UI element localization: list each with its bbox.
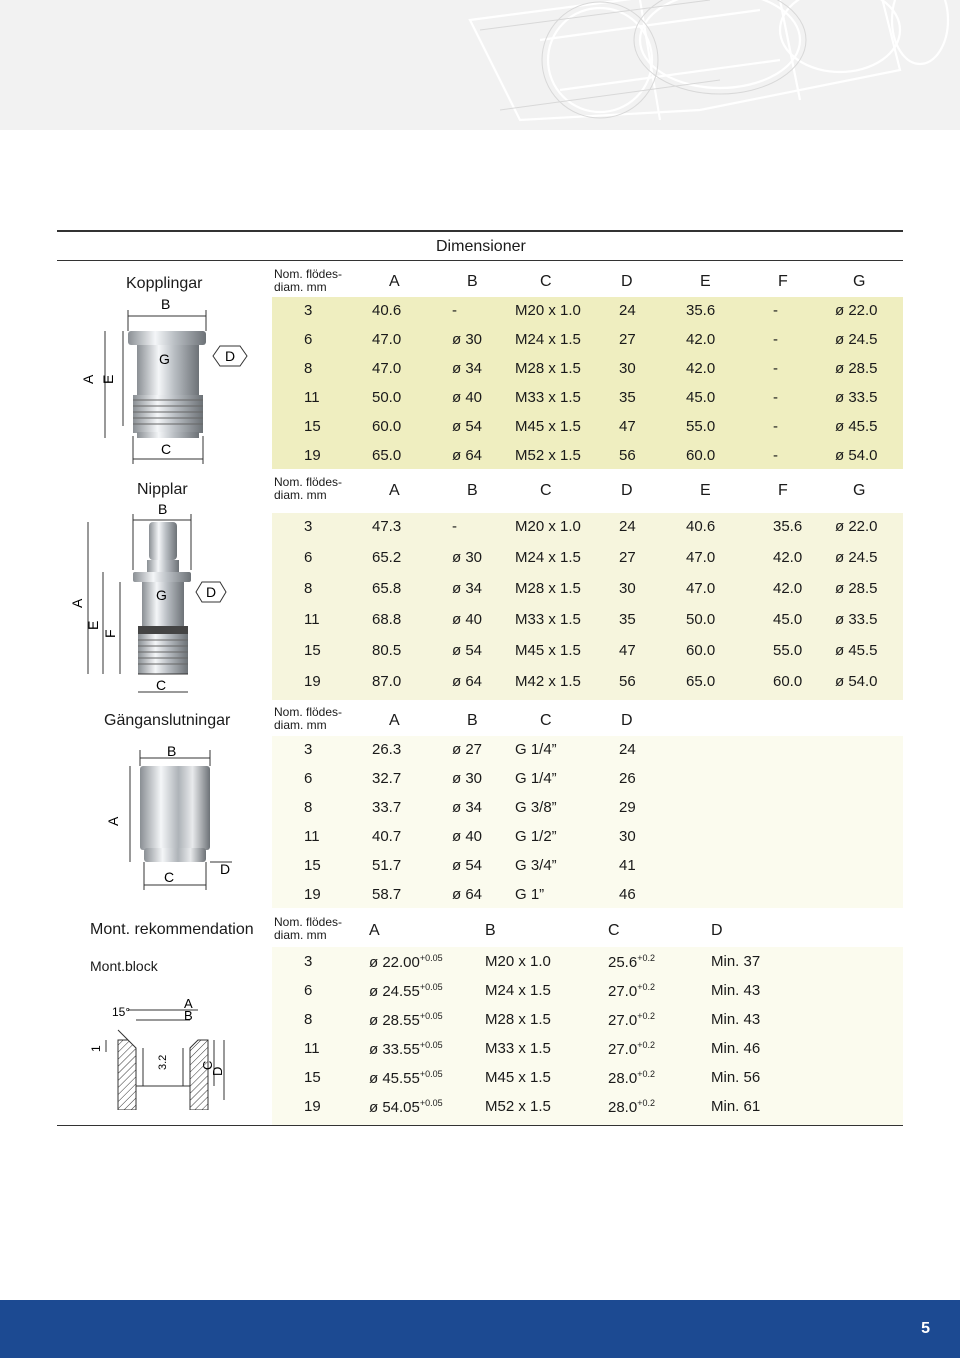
mont-cell-c: [608, 1069, 655, 1087]
kopplingar-col-header: G: [853, 273, 866, 290]
mont-label-one: 1: [89, 1045, 103, 1052]
mont-tolerance-c: +0.2: [637, 1011, 655, 1021]
kopplingar-cell: -: [452, 302, 457, 319]
kopplingar-col-header: E: [700, 273, 711, 290]
kopplingar-cell: 42.0: [686, 360, 716, 377]
mont-col-header: D: [711, 922, 723, 939]
kopplingar-col-header: D: [621, 273, 633, 290]
kopplingar-cell: M33 x 1.5: [515, 389, 581, 406]
page-title: Dimensioner: [436, 238, 526, 255]
kopplingar-cell: 27: [619, 331, 636, 348]
kopplingar-cell: ø 54.0: [835, 447, 878, 464]
kopplingar-cell: 35.6: [686, 302, 716, 319]
ganganslutningar-cell: 33.7: [372, 799, 402, 816]
ganganslutningar-cell: G 1/4”: [515, 741, 557, 758]
nipplar-cell: ø 28.5: [835, 580, 878, 597]
ganganslutningar-cell: 41: [619, 857, 636, 874]
kopplingar-col-header: A: [389, 273, 400, 290]
bottom-rule: [57, 1125, 903, 1126]
mont-tolerance-a: +0.05: [419, 982, 443, 992]
ganganslutningar-cell: 51.7: [372, 857, 402, 874]
nipplar-label-g: G: [156, 587, 167, 603]
nipplar-cell: 19: [304, 673, 321, 690]
nipplar-cell: 45.0: [773, 611, 803, 628]
nipplar-cell: 6: [304, 549, 313, 566]
nipplar-cell: 40.6: [686, 518, 716, 535]
mont-label-r: 3.2: [157, 1054, 169, 1070]
mont-value-c: 27.0: [608, 1041, 638, 1058]
kopplingar-cell: 24: [619, 302, 636, 319]
mont-cell-c: [608, 1098, 655, 1116]
top-rule: [57, 230, 903, 232]
ganganslutningar-label-a: A: [105, 816, 121, 826]
ganganslutningar-cell: ø 30: [452, 770, 483, 787]
nipplar-cell: 60.0: [773, 673, 803, 690]
ganganslutningar-cell: G 1/2”: [515, 828, 557, 845]
mont-label-b: B: [184, 1008, 193, 1023]
mont-cell-a: [369, 982, 443, 1000]
nipplar-drawing: [70, 500, 250, 700]
kopplingar-cell: 50.0: [372, 389, 402, 406]
nipplar-cell: M42 x 1.5: [515, 673, 581, 690]
mont-cell-nom: 11: [304, 1040, 320, 1057]
nipplar-figure: [70, 500, 250, 700]
ganganslutningar-cell: 46: [619, 886, 636, 903]
nipplar-cell: 47.0: [686, 549, 716, 566]
nipplar-cell: 35: [619, 611, 636, 628]
nipplar-label-f: F: [102, 629, 118, 638]
mont-cell-nom: 8: [304, 1011, 313, 1028]
mont-cell-c: [608, 982, 655, 1000]
kopplingar-cell: 42.0: [686, 331, 716, 348]
nipplar-col-header: G: [853, 482, 866, 499]
mont-value-c: 25.6: [608, 954, 638, 971]
mont-cell-d: Min. 56: [711, 1069, 761, 1086]
kopplingar-cell: 8: [304, 360, 313, 377]
nipplar-cell: 15: [304, 642, 321, 659]
nipplar-cell: 80.5: [372, 642, 402, 659]
nipplar-cell: ø 40: [452, 611, 483, 628]
ganganslutningar-cell: 32.7: [372, 770, 402, 787]
nipplar-cell: 55.0: [773, 642, 803, 659]
ganganslutningar-cell: 19: [304, 886, 321, 903]
ganganslutningar-cell: 11: [304, 828, 320, 845]
kopplingar-cell: ø 28.5: [835, 360, 878, 377]
kopplingar-cell: 6: [304, 331, 313, 348]
mont-drawing: [88, 990, 238, 1110]
ganganslutningar-cell: 40.7: [372, 828, 402, 845]
mont-cell-d: Min. 37: [711, 953, 761, 970]
nipplar-nom-label: Nom. flödes- diam. mm: [274, 475, 343, 502]
kopplingar-label-e: E: [100, 374, 116, 384]
mont-cell-d: Min. 61: [711, 1098, 761, 1115]
mont-tolerance-a: +0.05: [419, 1011, 443, 1021]
nipplar-cell: 30: [619, 580, 636, 597]
nipplar-label-a: A: [70, 598, 85, 608]
kopplingar-cell: 55.0: [686, 418, 716, 435]
mont-cell-a: [369, 1040, 443, 1058]
nipplar-cell: 3: [304, 518, 313, 535]
nipplar-cell: 68.8: [372, 611, 402, 628]
kopplingar-cell: -: [773, 360, 778, 377]
mont-label-angle: 15°: [112, 1005, 131, 1019]
ganganslutningar-nom-label: Nom. flödes- diam. mm: [274, 705, 343, 732]
kopplingar-cell: M24 x 1.5: [515, 331, 581, 348]
mont-cell-nom: 19: [304, 1098, 321, 1115]
nipplar-col-header: A: [389, 482, 400, 499]
mont-figure: [88, 990, 238, 1110]
mont-value-a: ø 45.55: [369, 1070, 420, 1087]
nipplar-cell: 42.0: [773, 580, 803, 597]
kopplingar-cell: 35: [619, 389, 636, 406]
mont-tolerance-c: +0.2: [637, 953, 655, 963]
nipplar-cell: 47.3: [372, 518, 402, 535]
mont-col-header: C: [608, 922, 620, 939]
ganganslutningar-cell: 15: [304, 857, 321, 874]
nipplar-cell: ø 24.5: [835, 549, 878, 566]
mont-cell-nom: 6: [304, 982, 313, 999]
header-artwork: [0, 0, 960, 130]
mont-cell-b: M24 x 1.5: [485, 982, 551, 999]
kopplingar-title: Kopplingar: [126, 275, 203, 292]
mont-tolerance-c: +0.2: [637, 1098, 655, 1108]
nipplar-cell: -: [452, 518, 457, 535]
nipplar-cell: 42.0: [773, 549, 803, 566]
mont-value-a: ø 22.00: [369, 954, 420, 971]
coupling-line-drawing: [0, 0, 960, 130]
mont-value-a: ø 33.55: [369, 1041, 420, 1058]
nipplar-label-c: C: [156, 677, 167, 693]
nipplar-cell: 35.6: [773, 518, 803, 535]
nipplar-cell: 50.0: [686, 611, 716, 628]
kopplingar-cell: 56: [619, 447, 636, 464]
kopplingar-band: [272, 297, 903, 469]
mont-cell-nom: 15: [304, 1069, 321, 1086]
mont-cell-d: Min. 46: [711, 1040, 761, 1057]
footer-bar: [0, 1300, 960, 1358]
ganganslutningar-col-header: C: [540, 712, 552, 729]
kopplingar-cell: ø 22.0: [835, 302, 878, 319]
nipplar-cell: 11: [304, 611, 320, 628]
nipplar-cell: M20 x 1.0: [515, 518, 581, 535]
kopplingar-cell: 11: [304, 389, 320, 406]
mont-cell-a: [369, 953, 443, 971]
ganganslutningar-cell: 26: [619, 770, 636, 787]
mont-cell-b: M28 x 1.5: [485, 1011, 551, 1028]
nipplar-col-header: C: [540, 482, 552, 499]
kopplingar-cell: 47.0: [372, 360, 402, 377]
kopplingar-cell: -: [773, 389, 778, 406]
mont-cell-c: [608, 1040, 655, 1058]
kopplingar-nom-label: Nom. flödes- diam. mm: [274, 267, 343, 294]
ganganslutningar-figure: [100, 740, 250, 890]
kopplingar-label-g: G: [159, 351, 170, 367]
nipplar-cell: 56: [619, 673, 636, 690]
nipplar-label-d: D: [206, 584, 217, 600]
kopplingar-label-a: A: [80, 374, 96, 384]
nipplar-cell: ø 22.0: [835, 518, 878, 535]
mont-value-c: 27.0: [608, 983, 638, 1000]
ganganslutningar-drawing: [100, 740, 250, 890]
mont-cell-b: M52 x 1.5: [485, 1098, 551, 1115]
mont-cell-c: [608, 1011, 655, 1029]
ganganslutningar-cell: ø 40: [452, 828, 483, 845]
mont-tolerance-c: +0.2: [637, 1040, 655, 1050]
kopplingar-cell: -: [773, 447, 778, 464]
kopplingar-cell: 60.0: [372, 418, 402, 435]
kopplingar-cell: 45.0: [686, 389, 716, 406]
mont-cell-d: Min. 43: [711, 982, 761, 999]
nipplar-col-header: D: [621, 482, 633, 499]
ganganslutningar-cell: G 3/4”: [515, 857, 557, 874]
ganganslutningar-cell: 58.7: [372, 886, 402, 903]
ganganslutningar-col-header: A: [389, 712, 400, 729]
kopplingar-cell: -: [773, 302, 778, 319]
kopplingar-cell: 40.6: [372, 302, 402, 319]
mont-value-c: 28.0: [608, 1099, 638, 1116]
kopplingar-cell: -: [773, 331, 778, 348]
mont-col-header: A: [369, 922, 380, 939]
nipplar-cell: ø 54.0: [835, 673, 878, 690]
nipplar-cell: 24: [619, 518, 636, 535]
mont-col-header: B: [485, 922, 496, 939]
kopplingar-cell: 15: [304, 418, 321, 435]
nipplar-cell: ø 45.5: [835, 642, 878, 659]
mont-cell-d: Min. 43: [711, 1011, 761, 1028]
mont-label-d: D: [210, 1066, 225, 1076]
ganganslutningar-cell: ø 34: [452, 799, 483, 816]
kopplingar-cell: ø 34: [452, 360, 483, 377]
nipplar-col-header: B: [467, 482, 478, 499]
nipplar-cell: 47: [619, 642, 636, 659]
nipplar-cell: M28 x 1.5: [515, 580, 581, 597]
ganganslutningar-cell: G 3/8”: [515, 799, 557, 816]
nipplar-cell: ø 33.5: [835, 611, 878, 628]
kopplingar-cell: 60.0: [686, 447, 716, 464]
nipplar-cell: ø 34: [452, 580, 483, 597]
mont-value-a: ø 24.55: [369, 983, 420, 1000]
kopplingar-label-c: C: [161, 441, 172, 457]
ganganslutningar-cell: ø 54: [452, 857, 483, 874]
mont-cell-b: M45 x 1.5: [485, 1069, 551, 1086]
mont-tolerance-a: +0.05: [419, 1098, 443, 1108]
table-row: [0, 953, 960, 973]
nipplar-cell: 60.0: [686, 642, 716, 659]
nipplar-cell: 65.2: [372, 549, 402, 566]
kopplingar-cell: 65.0: [372, 447, 402, 464]
nipplar-title: Nipplar: [137, 481, 188, 498]
ganganslutningar-band: [272, 736, 903, 908]
ganganslutningar-cell: 6: [304, 770, 313, 787]
kopplingar-cell: 47: [619, 418, 636, 435]
ganganslutningar-cell: 29: [619, 799, 636, 816]
nipplar-cell: M45 x 1.5: [515, 642, 581, 659]
ganganslutningar-col-header: D: [621, 712, 633, 729]
kopplingar-cell: ø 24.5: [835, 331, 878, 348]
mont-title: Mont. rekommendation: [90, 921, 254, 938]
nipplar-col-header: F: [778, 482, 788, 499]
kopplingar-cell: 47.0: [372, 331, 402, 348]
mont-value-a: ø 28.55: [369, 1012, 420, 1029]
kopplingar-label-b: B: [161, 296, 171, 312]
mont-tolerance-a: +0.05: [419, 1040, 443, 1050]
mont-cell-nom: 3: [304, 953, 313, 970]
mont-tolerance-c: +0.2: [637, 982, 655, 992]
ganganslutningar-label-c: C: [164, 869, 175, 885]
mont-value-c: 28.0: [608, 1070, 638, 1087]
kopplingar-cell: ø 30: [452, 331, 483, 348]
page-number: 5: [921, 1320, 930, 1337]
nipplar-cell: M24 x 1.5: [515, 549, 581, 566]
nipplar-label-b: B: [158, 501, 168, 517]
kopplingar-cell: 19: [304, 447, 321, 464]
ganganslutningar-cell: 30: [619, 828, 636, 845]
nipplar-cell: M33 x 1.5: [515, 611, 581, 628]
kopplingar-cell: ø 45.5: [835, 418, 878, 435]
mont-cell-b: M20 x 1.0: [485, 953, 551, 970]
mont-tolerance-c: +0.2: [637, 1069, 655, 1079]
mont-cell-a: [369, 1011, 443, 1029]
nipplar-cell: ø 64: [452, 673, 483, 690]
nipplar-col-header: E: [700, 482, 711, 499]
mont-cell-a: [369, 1098, 443, 1116]
mont-label-a: A: [184, 996, 193, 1011]
nipplar-band: [272, 513, 903, 700]
kopplingar-cell: ø 64: [452, 447, 483, 464]
ganganslutningar-cell: 3: [304, 741, 313, 758]
mont-tolerance-a: +0.05: [419, 953, 443, 963]
nipplar-cell: 47.0: [686, 580, 716, 597]
mont-subtitle: Mont.block: [90, 958, 158, 974]
mont-label-c: C: [200, 1060, 215, 1070]
ganganslutningar-cell: G 1/4”: [515, 770, 557, 787]
ganganslutningar-cell: ø 64: [452, 886, 483, 903]
mont-tolerance-a: +0.05: [419, 1069, 443, 1079]
title-rule: [57, 260, 903, 261]
kopplingar-col-header: F: [778, 273, 788, 290]
kopplingar-cell: 3: [304, 302, 313, 319]
mont-cell-c: [608, 953, 655, 971]
nipplar-cell: 27: [619, 549, 636, 566]
ganganslutningar-col-header: B: [467, 712, 478, 729]
nipplar-cell: ø 54: [452, 642, 483, 659]
ganganslutningar-cell: 24: [619, 741, 636, 758]
kopplingar-cell: M28 x 1.5: [515, 360, 581, 377]
ganganslutningar-cell: G 1”: [515, 886, 545, 903]
ganganslutningar-cell: 8: [304, 799, 313, 816]
nipplar-cell: 65.8: [372, 580, 402, 597]
ganganslutningar-cell: ø 27: [452, 741, 483, 758]
ganganslutningar-label-b: B: [167, 743, 177, 759]
mont-cell-a: [369, 1069, 443, 1087]
mont-value-c: 27.0: [608, 1012, 638, 1029]
ganganslutningar-title: Gänganslutningar: [104, 712, 231, 729]
kopplingar-cell: M52 x 1.5: [515, 447, 581, 464]
mont-cell-b: M33 x 1.5: [485, 1040, 551, 1057]
mont-value-a: ø 54.05: [369, 1099, 420, 1116]
kopplingar-cell: M45 x 1.5: [515, 418, 581, 435]
ganganslutningar-cell: 26.3: [372, 741, 402, 758]
kopplingar-drawing: [75, 296, 255, 466]
mont-nom-label: Nom. flödes- diam. mm: [274, 915, 343, 942]
kopplingar-col-header: C: [540, 273, 552, 290]
kopplingar-cell: -: [773, 418, 778, 435]
nipplar-cell: 8: [304, 580, 313, 597]
nipplar-cell: ø 30: [452, 549, 483, 566]
kopplingar-cell: M20 x 1.0: [515, 302, 581, 319]
kopplingar-cell: ø 40: [452, 389, 483, 406]
nipplar-cell: 65.0: [686, 673, 716, 690]
kopplingar-col-header: B: [467, 273, 478, 290]
kopplingar-label-d: D: [225, 348, 236, 364]
nipplar-label-e: E: [85, 620, 101, 630]
ganganslutningar-label-d: D: [220, 861, 231, 877]
nipplar-cell: 87.0: [372, 673, 402, 690]
kopplingar-cell: ø 54: [452, 418, 483, 435]
kopplingar-cell: ø 33.5: [835, 389, 878, 406]
kopplingar-figure: [75, 296, 255, 466]
kopplingar-cell: 30: [619, 360, 636, 377]
